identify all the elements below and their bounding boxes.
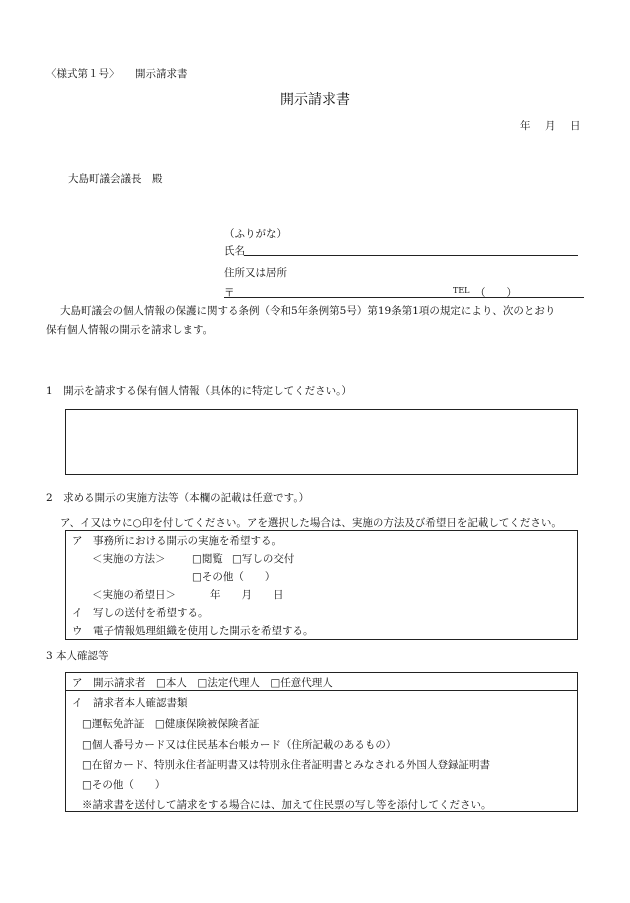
date-month[interactable]: 月 xyxy=(545,120,556,132)
postal-mark: 〒 xyxy=(224,287,235,299)
id-docs-heading: イ 請求者本人確認書類 xyxy=(72,697,188,709)
name-field[interactable] xyxy=(244,255,578,256)
intro-line-2: 保有個人情報の開示を請求します。 xyxy=(46,324,214,336)
requester-type-box xyxy=(65,672,578,691)
requester-type-row[interactable]: ア 開示請求者 □本人 □法定代理人 □任意代理人 xyxy=(72,677,333,689)
section2-options-box xyxy=(65,530,578,640)
intro-line-1: 大島町議会の個人情報の保護に関する条例（令和5年条例第5号）第19条第1項の規定により、次のとおり xyxy=(60,305,556,317)
section2-heading: 2 求める開示の実施方法等（本欄の記載は任意です。） xyxy=(46,492,310,504)
id-doc-option[interactable]: □在留カード、特別永住者証明書又は特別永住者証明書とみなされる外国人登録証明書 xyxy=(82,759,490,771)
address-field[interactable] xyxy=(224,297,584,298)
id-doc-option[interactable]: □個人番号カード又は住民基本台帳カード（住所記載のあるもの） xyxy=(82,739,397,751)
option-i[interactable]: イ 写しの送付を希望する。 xyxy=(72,607,209,619)
tel-label: TEL xyxy=(453,286,470,295)
id-docs-box xyxy=(65,690,578,812)
method-view-checkbox[interactable]: □閲覧 xyxy=(192,553,223,565)
id-doc-option[interactable]: □その他（ ） xyxy=(82,779,166,791)
method-label: ＜実施の方法＞ xyxy=(92,553,166,565)
method-copy-checkbox[interactable]: □写しの交付 xyxy=(232,553,295,565)
option-u[interactable]: ウ 電子情報処理組織を使用した開示を希望する。 xyxy=(72,625,314,637)
option-a[interactable]: ア 事務所における開示の実施を希望する。 xyxy=(72,535,282,547)
date-day[interactable]: 日 xyxy=(570,120,581,132)
section2-instruction: ア、イ又はウに○印を付してください。アを選択した場合は、実施の方法及び希望日を記載してください。 xyxy=(60,517,562,529)
section3-heading: 3 本人確認等 xyxy=(46,650,109,662)
page-title: 開示請求書 xyxy=(280,92,350,108)
id-doc-option[interactable]: □運転免許証 □健康保険被保険者証 xyxy=(82,718,260,730)
date-year[interactable]: 年 xyxy=(520,120,531,132)
section1-input-box[interactable] xyxy=(65,409,578,475)
address-label: 住所又は居所 xyxy=(224,267,287,279)
addressee: 大島町議会議長 殿 xyxy=(68,173,163,185)
id-doc-note: ※請求書を送付して請求をする場合には、加えて住民票の写し等を添付してください。 xyxy=(82,799,492,811)
method-other-checkbox[interactable]: □その他（ ） xyxy=(192,571,276,583)
name-label: 氏名 xyxy=(224,245,245,257)
tel-field[interactable]: （ ） xyxy=(475,287,517,299)
section1-heading: 1 開示を請求する保有個人情報（具体的に特定してください。） xyxy=(46,385,352,397)
furigana-label: （ふりがな） xyxy=(224,228,287,240)
form-name: 開示請求書 xyxy=(135,68,188,80)
desired-date-field[interactable]: 年 月 日 xyxy=(210,589,284,601)
date-label: ＜実施の希望日＞ xyxy=(92,589,176,601)
form-number: 〈様式第１号〉 xyxy=(46,68,120,80)
